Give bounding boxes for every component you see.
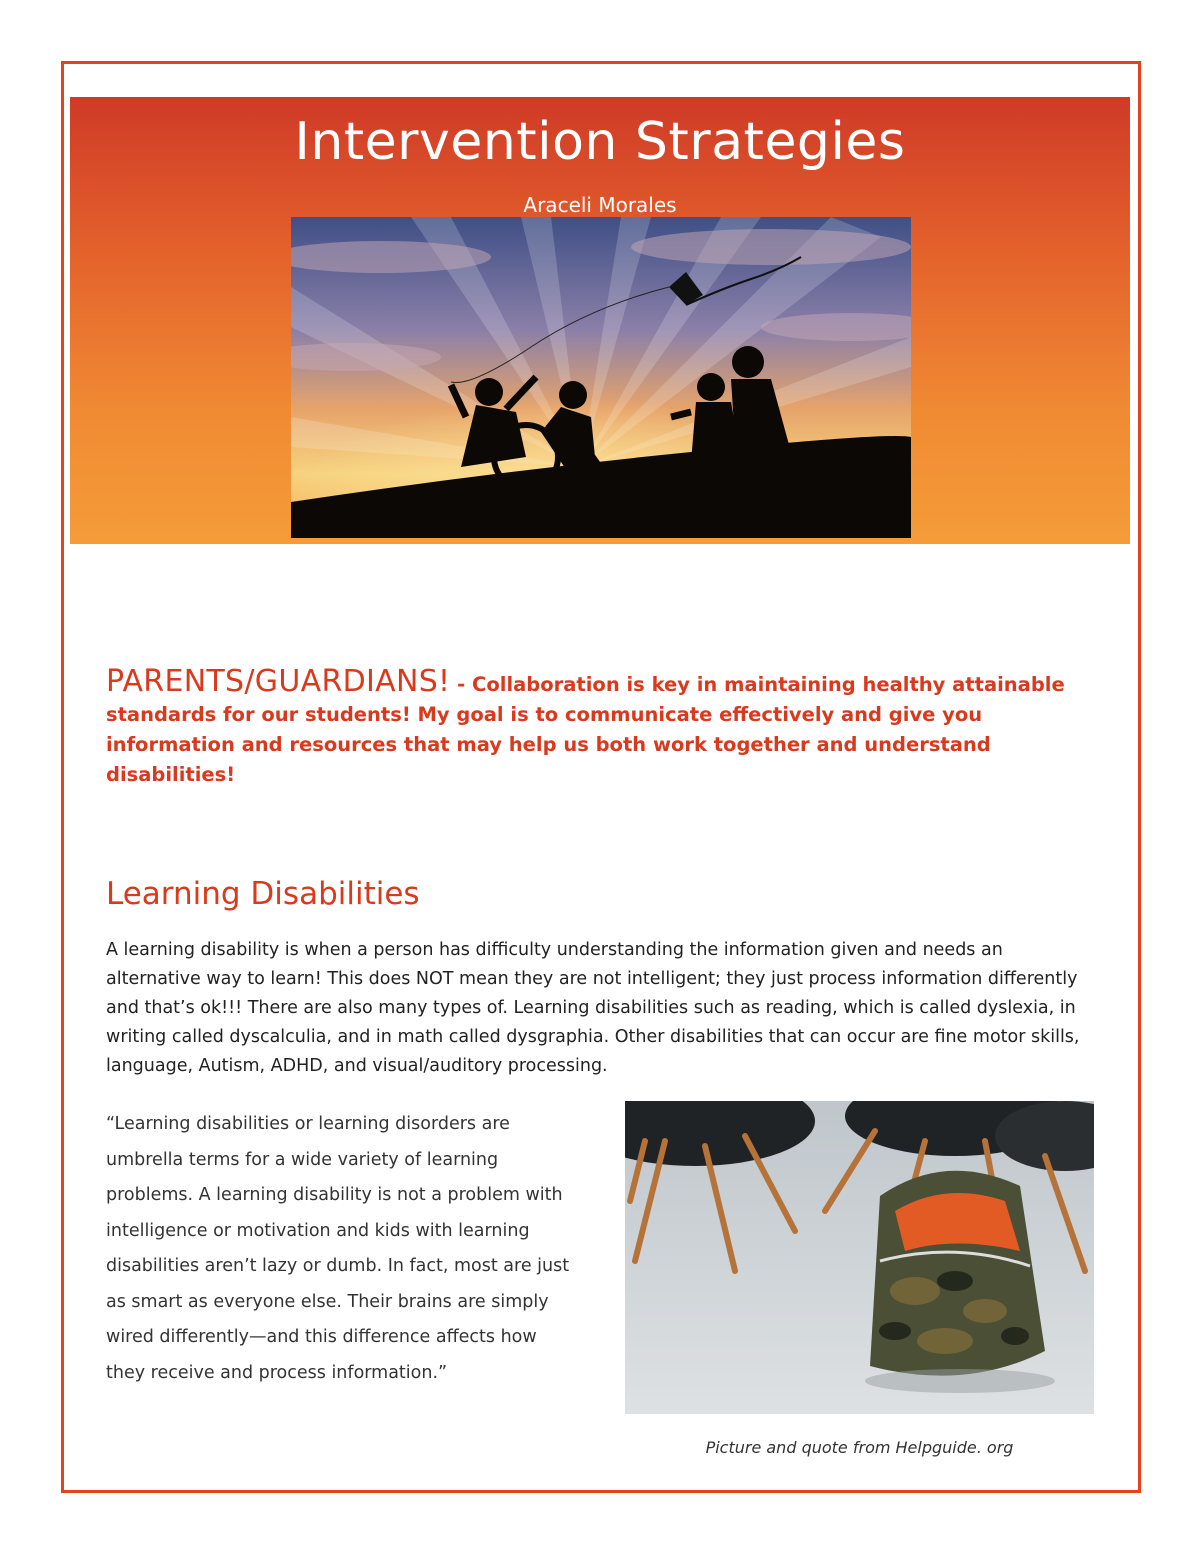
author-name: Araceli Morales	[523, 193, 677, 217]
photo-caption: Picture and quote from Helpguide. org	[705, 1438, 1014, 1457]
section-heading: Learning Disabilities	[106, 876, 420, 912]
intro-message	[106, 664, 1086, 790]
hero-image	[291, 217, 911, 538]
section-paragraph: A learning disability is when a person has difficulty understanding the information given and needs an alternative way to learn! This does NOT mean they are not intelligent; they just process information differently and that’s ok!!! There are also many types of. Learning disabilities such as reading, which is called dyslexia, in writing called dyscalculia, and in math called dysgraphia. Other disabilities that can occur are fine motor skills, language, Autism, ADHD, and visual/auditory processing.	[106, 940, 1080, 1076]
intro-text: - Collaboration is key in maintaining healthy attainable standards for our students! My goal is to communicate effectively and give you information and resources that may help us both work together and understand disabilities!	[106, 673, 1065, 786]
quote-block: “Learning disabilities or learning disorders are umbrella terms for a wide variety of learning problems. A learning disability is not a problem with intelligence or motivation and kids with learning disabilities aren’t lazy or dumb. In fact, most are just as smart as everyone else. Their brains are simply wired differently—and this difference affects how they receive and process information.”	[106, 1114, 570, 1383]
page-title: Intervention Strategies	[294, 112, 906, 172]
backpack-photo	[625, 1101, 1094, 1414]
intro-lead: PARENTS/GUARDIANS!	[106, 664, 451, 699]
